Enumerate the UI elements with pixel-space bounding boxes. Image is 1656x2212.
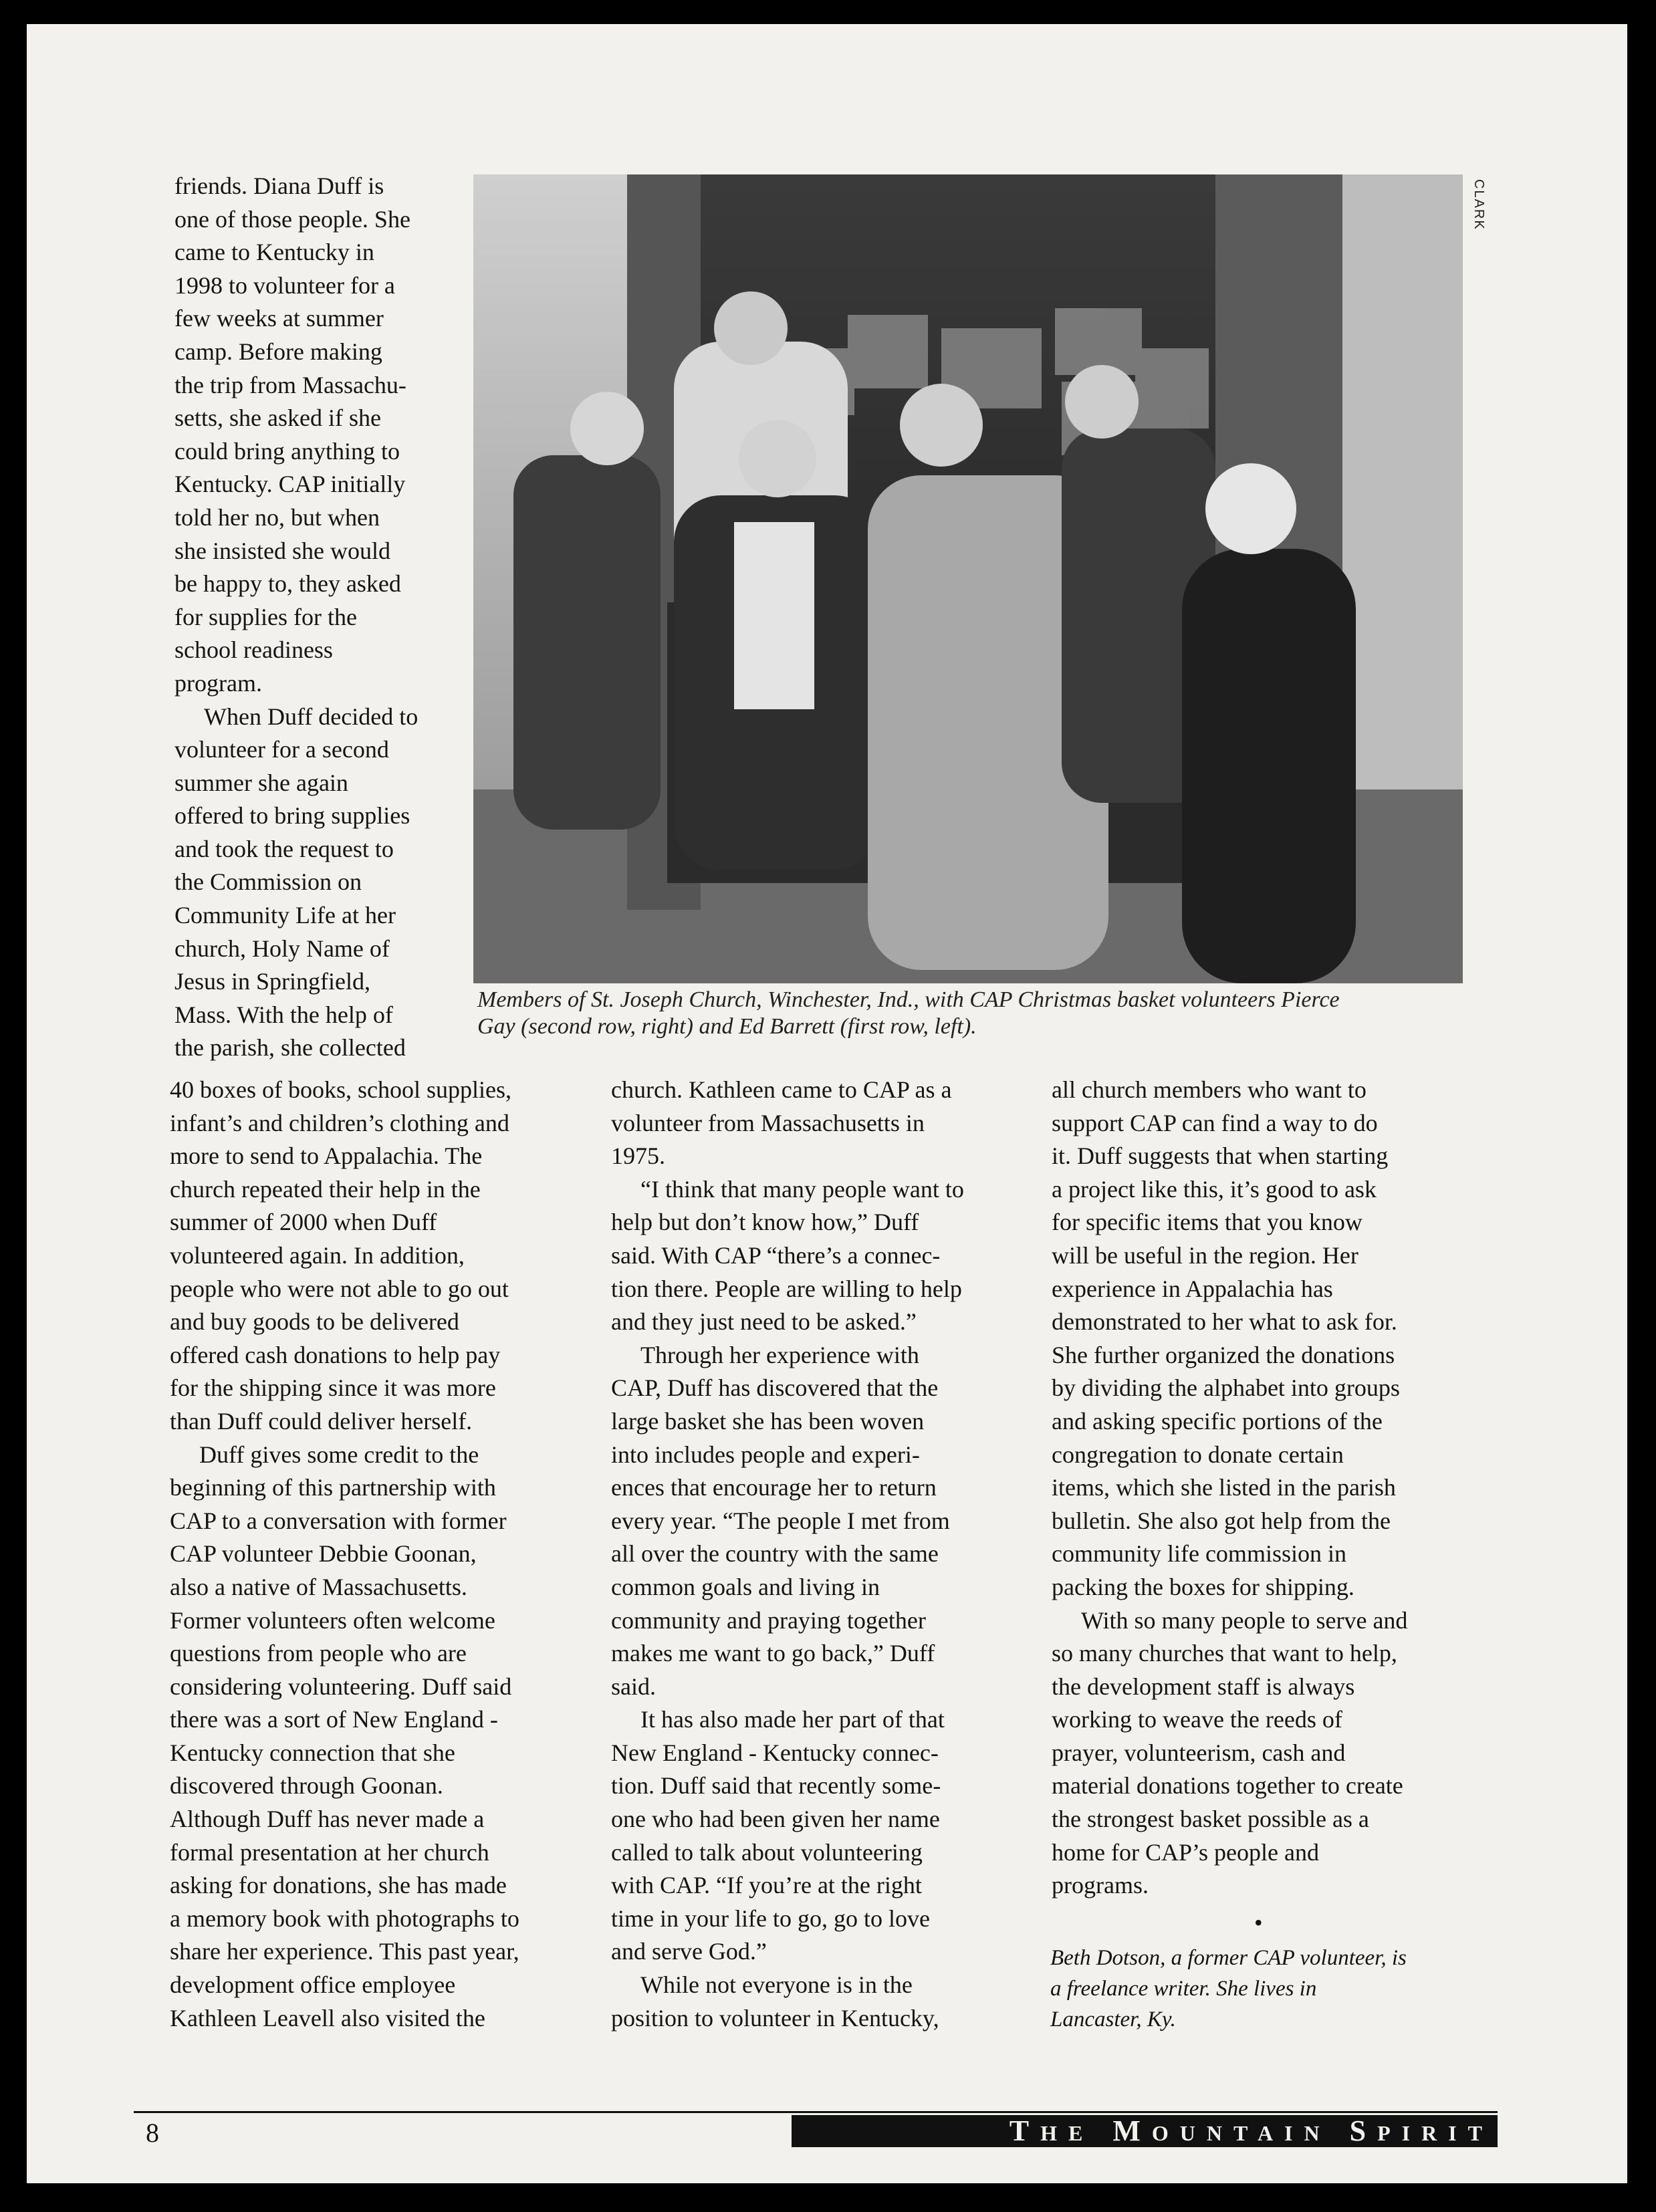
photo-caption: Members of St. Joseph Church, Winchester, Ind., with CAP Christmas basket volunteers Pierce Gay (second row, right) and Ed Barrett (first row, left). [477,987,1340,1039]
paragraph: Through her experience with CAP, Duff has discovered that the large basket she has been woven into includes people and experi- ences that encourage her to return every year. “The people I met from all over the country with the same common goals and living in community and praying together makes me want to go back,” Duff said. [611,1341,950,1700]
paragraph: While not everyone is in the position to volunteer in Kentucky, [611,1971,939,2032]
paragraph: friends. Diana Duff is one of those people. She came to Kentucky in 1998 to volunteer for a few weeks at summer camp. Before making the trip from Massachu- setts, she asked if she could bring anything to Kentucky. CAP initially told her no, but when she insisted she would be happy to, they asked for supplies for the school readiness program. [174,172,410,697]
paragraph: When Duff decided to volunteer for a second summer she again offered to bring supplies and took the request to the Commission on Community Life at her church, Holy Name of Jesus in Springfield, Mass. With the help of the parish, she collected [174,703,419,1062]
column-3 [1052,1074,1493,1902]
paragraph: “I think that many people want to help but don’t know how,” Duff said. With CAP “there’s a connec- tion there. People are willing to help and they just need to be asked.” [611,1175,964,1336]
paragraph: all church members who want to support CAP can find a way to do it. Duff suggests that when starting a project like this, it’s good to ask for specific items that you know will be useful in the region. Her experience in Appalachia has demonstrated to her what to ask for. She further organized the donations by dividing the alphabet into groups and asking specific portions of the congregation to donate certain items, which she listed in the parish bulletin. She also got help from the community life commission in packing the boxes for shipping. [1052,1076,1400,1600]
paragraph: Duff gives some credit to the beginning of this partnership with CAP to a conversation with former CAP volunteer Debbie Goonan, also a native of Massachusetts. Former volunteers often welcome questions from people who are considering volunteering. Duff said there was a sort of New England - Kentucky connection that she discovered through Goonan. Although Duff has never made a formal presentation at her church asking for donations, she has made a memory book with photographs to share her experience. This past year, development office employee Kathleen Leavell also visited the [170,1441,519,2032]
masthead-word: SPIRIT [1349,2114,1494,2147]
masthead-banner [792,2115,1498,2147]
photo-credit: CLARK [1471,179,1486,231]
masthead-word: THE [1009,2114,1094,2147]
masthead-word: MOUNTAIN [1112,2114,1331,2147]
page-number: 8 [146,2118,159,2148]
magazine-page [27,24,1627,2183]
column-1-wide [170,1074,611,2035]
footer-rule [134,2111,1498,2113]
photo-illustration [473,174,1463,983]
paragraph: church. Kathleen came to CAP as a volunteer from Massachusetts in 1975. [611,1076,952,1170]
author-byline: Beth Dotson, a former CAP volunteer, is a freelance writer. She lives in Lancaster, Ky. [1050,1946,1407,2032]
column-2 [611,1074,1052,2035]
volunteers-photo [473,174,1463,983]
paragraph: 40 boxes of books, school supplies, infant’s and children’s clothing and more to send to Appalachia. The church repeated their help in the summer of 2000 when Duff volunteered again. In addition, people who were not able to go out and buy goods to be delivered offered cash donations to help pay for the shipping since it was more than Duff could deliver herself. [170,1076,511,1435]
paragraph: It has also made her part of that New England - Kentucky connec- tion. Duff said that recently some- one who had been given her name called to talk about volunteering with CAP. “If you’re at the right time in your life to go, go to love and serve God.” [611,1706,945,1965]
paragraph: With so many people to serve and so many churches that want to help, the development staff is always working to weave the reeds of prayer, volunteerism, cash and material donations together to create the strongest basket possible as a home for CAP’s people and programs. [1052,1606,1408,1899]
column-1-narrow [174,170,489,1065]
section-bullet: • [1254,1909,1263,1936]
